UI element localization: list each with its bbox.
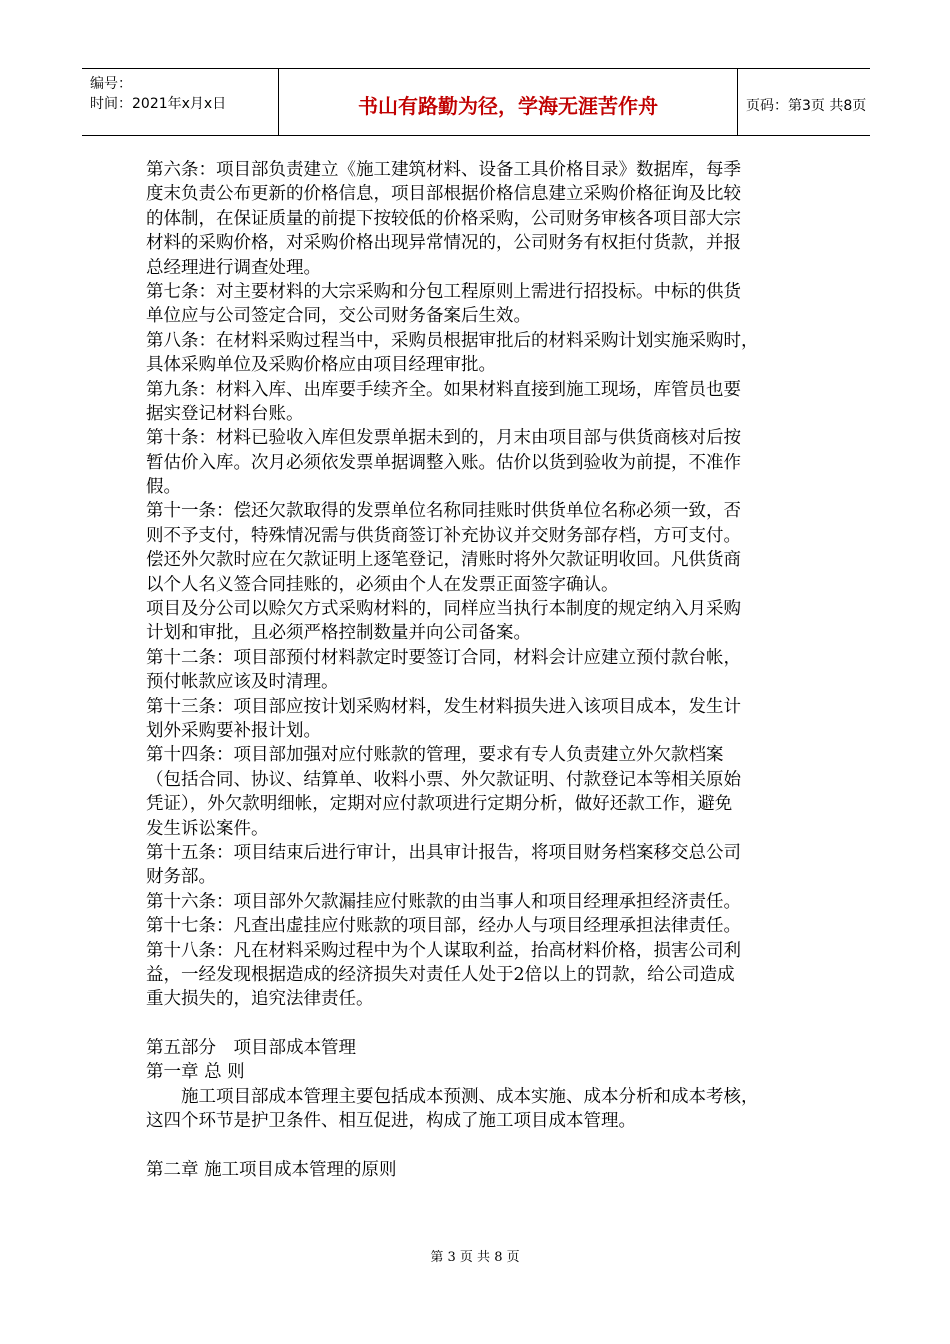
body-line: 益，一经发现根据造成的经济损失对责任人处于2倍以上的罚款，给公司造成 bbox=[146, 964, 735, 985]
body-line: 则不予支付，特殊情况需与供货商签订补充协议并交财务部存档，方可支付。 bbox=[146, 525, 741, 546]
body-line: 计划和审批，且必须严格控制数量并向公司备案。 bbox=[146, 623, 531, 644]
body-line: 财务部。 bbox=[146, 867, 216, 888]
body-line: 以个人名义签合同挂账的，必须由个人在发票正面签字确认。 bbox=[146, 574, 619, 595]
body-line: （包括合同、协议、结算单、收料小票、外欠款证明、付款登记本等相关原始 bbox=[146, 769, 741, 790]
body-line: 第十七条：凡查出虚挂应付账款的项目部，经办人与项目经理承担法律责任。 bbox=[146, 916, 741, 937]
body-line: 第十条：材料已验收入库但发票单据未到的，月末由项目部与供货商核对后按 bbox=[146, 428, 741, 449]
header-meta-cell bbox=[82, 69, 279, 135]
body-line: 凭证），外欠款明细帐，定期对应付款项进行定期分析，做好还款工作，避免 bbox=[146, 794, 733, 815]
body-line: 第十六条：项目部外欠款漏挂应付账款的由当事人和项目经理承担经济责任。 bbox=[146, 891, 741, 912]
document-body bbox=[146, 158, 806, 1182]
date-label: 时间：2021年x月x日 bbox=[90, 96, 227, 112]
body-line: 总经理进行调查处理。 bbox=[146, 257, 321, 278]
body-line: 预付帐款应该及时清理。 bbox=[146, 672, 339, 693]
body-line: 第九条：材料入库、出库要手续齐全。如果材料直接到施工现场，库管员也要 bbox=[146, 379, 741, 400]
body-line: 划外采购要补报计划。 bbox=[146, 720, 321, 741]
header-motto-cell bbox=[279, 69, 738, 135]
body-line: 第二章 施工项目成本管理的原则 bbox=[146, 1160, 397, 1181]
body-line: 第五部分 项目部成本管理 bbox=[146, 1038, 356, 1059]
body-line: 单位应与公司签定合同，交公司财务备案后生效。 bbox=[146, 306, 531, 327]
body-line: 第十八条：凡在材料采购过程中为个人谋取利益，抬高材料价格，损害公司利 bbox=[146, 940, 741, 961]
body-line: 第十四条：项目部加强对应付账款的管理，要求有专人负责建立外欠款档案 bbox=[146, 745, 724, 766]
body-line: 第八条：在材料采购过程当中，采购员根据审批后的材料采购计划实施采购时， bbox=[146, 330, 759, 351]
body-line: 偿还外欠款时应在欠款证明上逐笔登记，清账时将外欠款证明收回。凡供货商 bbox=[146, 550, 741, 571]
body-line: 第一章 总 则 bbox=[146, 1062, 245, 1083]
page-info: 页码：第3页 共8页 bbox=[746, 98, 867, 114]
body-line: 第十五条：项目结束后进行审计，出具审计报告，将项目财务档案移交总公司 bbox=[146, 842, 741, 863]
page-footer: 第 3 页 共 8 页 bbox=[430, 1250, 520, 1265]
body-line: 第六条：项目部负责建立《施工建筑材料、设备工具价格目录》数据库，每季 bbox=[146, 160, 741, 180]
body-line: 暂估价入库。次月必须依发票单据调整入账。估价以货到验收为前提，不准作 bbox=[146, 452, 741, 473]
body-line: 第七条：对主要材料的大宗采购和分包工程原则上需进行招投标。中标的供货 bbox=[146, 281, 741, 302]
body-line: 度末负责公布更新的价格信息，项目部根据价格信息建立采购价格征询及比较 bbox=[146, 184, 741, 205]
body-line: 的体制，在保证质量的前提下按较低的价格采购，公司财务审核各项目部大宗 bbox=[146, 208, 741, 229]
number-label: 编号： bbox=[90, 76, 132, 92]
body-line: 材料的采购价格，对采购价格出现异常情况的，公司财务有权拒付货款，并报 bbox=[146, 233, 741, 254]
body-line: 第十一条：偿还欠款取得的发票单位名称同挂账时供货单位名称必须一致，否 bbox=[146, 501, 741, 522]
motto-text: 书山有路勤为径，学海无涯苦作舟 bbox=[358, 94, 658, 118]
body-line: 这四个环节是护卫条件、相互促进，构成了施工项目成本管理。 bbox=[146, 1111, 636, 1132]
body-line: 施工项目部成本管理主要包括成本预测、成本实施、成本分析和成本考核， bbox=[146, 1086, 759, 1107]
body-line: 第十二条：项目部预付材料款定时要签订合同，材料会计应建立预付款台帐， bbox=[146, 647, 741, 668]
body-line: 具体采购单位及采购价格应由项目经理审批。 bbox=[146, 355, 496, 376]
body-line: 假。 bbox=[146, 477, 181, 498]
header-page-cell bbox=[738, 69, 870, 135]
body-line: 重大损失的，追究法律责任。 bbox=[146, 989, 374, 1010]
page-header bbox=[82, 68, 870, 136]
blank-line bbox=[146, 1012, 806, 1036]
body-line: 第十三条：项目部应按计划采购材料，发生材料损失进入该项目成本，发生计 bbox=[146, 696, 741, 717]
body-line: 项目及分公司以赊欠方式采购材料的，同样应当执行本制度的规定纳入月采购 bbox=[146, 599, 741, 620]
body-line: 据实登记材料台账。 bbox=[146, 403, 304, 424]
body-line: 发生诉讼案件。 bbox=[146, 818, 269, 839]
blank-line bbox=[146, 1134, 806, 1158]
